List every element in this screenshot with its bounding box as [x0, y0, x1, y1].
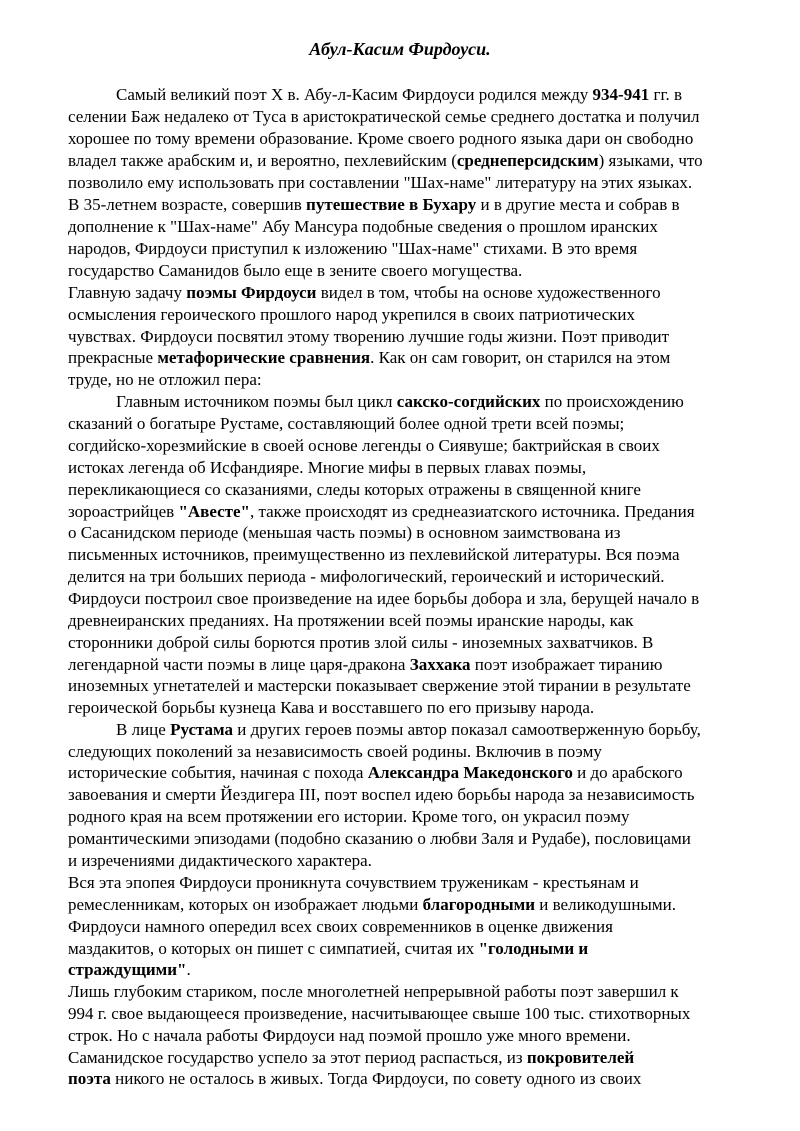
- text-line: [68, 1025, 768, 1047]
- text-line: [68, 501, 768, 523]
- text-line: [68, 610, 768, 632]
- text-line: [68, 172, 768, 194]
- text-line: [68, 1068, 768, 1090]
- bold-text: покровителей: [526, 1048, 635, 1067]
- bold-text: Александра Македонского: [367, 763, 573, 782]
- text-line: [68, 697, 768, 719]
- text-line: [68, 238, 768, 260]
- text-line: [116, 84, 768, 106]
- text-line: [68, 741, 768, 763]
- text-run: Лишь глубоким стариком, после многолетней непрерывной работы поэт завершил к: [68, 982, 679, 1001]
- text-run: и других героев поэмы автор показал самоотверженную борьбу,: [233, 720, 701, 739]
- text-line: [68, 216, 768, 238]
- text-line: [68, 828, 768, 850]
- text-line: [68, 413, 768, 435]
- text-run: В лице: [116, 720, 171, 739]
- text-run: романтическими эпизодами (подобно сказанию о любви Заля и Рудабе), пословицами: [68, 829, 691, 848]
- text-run: .: [186, 960, 191, 979]
- text-run: владел также арабским и, и вероятно, пехлевийским (: [68, 151, 457, 170]
- text-run: согдийско-хорезмийские в своей основе легенды о Сиявуше; бактрийская в своих: [68, 436, 660, 455]
- text-run: родного края на всем протяжении его истории. Кроме того, он украсил поэму: [68, 807, 630, 826]
- text-line: [68, 566, 768, 588]
- text-run: и изречениями дидактического характера.: [68, 851, 372, 870]
- text-run: Вся эта эпопея Фирдоуси проникнута сочувствием труженикам - крестьянам и: [68, 873, 639, 892]
- text-line: [68, 435, 768, 457]
- text-run: осмысления героического прошлого народ укрепился в своих патриотических: [68, 305, 636, 324]
- text-run: ) языками, что: [598, 151, 703, 170]
- text-line: [68, 632, 768, 654]
- text-line: [68, 1047, 768, 1069]
- text-run: перекликающиеся со сказаниями, следы которых отражены в священной книге: [68, 480, 641, 499]
- text-line: [68, 522, 768, 544]
- text-line: [68, 369, 768, 391]
- text-line: [116, 391, 768, 413]
- text-run: труде, но не отложил пера:: [68, 370, 262, 389]
- text-run: сторонники доброй силы борются против злой силы - иноземных захватчиков. В: [68, 633, 654, 652]
- text-run: поэт изображает тиранию: [470, 655, 663, 674]
- text-line: [68, 1003, 768, 1025]
- text-run: , также происходят из среднеазиатского источника. Предания: [250, 502, 695, 521]
- text-run: следующих поколений за независимость своей родины. Включив в поэму: [68, 742, 602, 761]
- text-run: истоках легенда об Исфандияре. Многие мифы в первых главах поэмы,: [68, 458, 587, 477]
- text-line: [68, 762, 768, 784]
- text-run: 994 г. свое выдающееся произведение, насчитывающее свыше 100 тыс. стихотворных: [68, 1004, 691, 1023]
- bold-text: "Авесте": [178, 502, 250, 521]
- text-run: . Как он сам говорит, он старился на этом: [370, 348, 671, 367]
- text-run: прекрасные: [68, 348, 158, 367]
- text-run: зороастрийцев: [68, 502, 179, 521]
- text-line: [68, 675, 768, 697]
- text-line: [68, 784, 768, 806]
- text-run: маздакитов, о которых он пишет с симпатией, считая их: [68, 939, 479, 958]
- text-line: [68, 128, 768, 150]
- document-title: Абул-Касим Фирдоуси.: [309, 39, 491, 59]
- text-run: Главную задачу: [68, 283, 187, 302]
- text-line: [68, 916, 768, 938]
- text-run: завоевания и смерти Йездигера III, поэт воспел идею борьбы народа за независимость: [68, 785, 695, 804]
- text-line: [68, 981, 768, 1003]
- text-line: [68, 872, 768, 894]
- text-line: [68, 894, 768, 916]
- text-run: делится на три больших периода - мифологический, героический и исторический.: [68, 567, 665, 586]
- text-line: [68, 806, 768, 828]
- bold-text: "голодными и: [478, 939, 589, 958]
- text-run: государство Саманидов было еще в зените своего могущества.: [68, 261, 523, 280]
- text-run: хорошее по тому времени образование. Кроме своего родного языка дари он свободно: [68, 129, 694, 148]
- text-run: В 35-летнем возрасте, совершив: [68, 195, 307, 214]
- text-run: по происхождению: [540, 392, 684, 411]
- text-run: Фирдоуси построил свое произведение на идее борьбы добора и зла, берущей начало в: [68, 589, 700, 608]
- text-run: никого не осталось в живых. Тогда Фирдоуси, по совету одного из своих: [110, 1069, 642, 1088]
- text-run: Фирдоуси намного опередил всех своих современников в оценке движения: [68, 917, 613, 936]
- bold-text: страждущими": [68, 960, 187, 979]
- text-run: исторические события, начиная с похода: [68, 763, 368, 782]
- text-run: гг. в: [649, 85, 683, 104]
- bold-text: сакско-согдийских: [396, 392, 541, 411]
- text-run: позволило ему использовать при составлении "Шах-наме" литературу на этих языках.: [68, 173, 693, 192]
- text-run: Самый великий поэт X в. Абу-л-Касим Фирдоуси родился между: [116, 85, 593, 104]
- bold-text: поэта: [68, 1069, 111, 1088]
- text-run: письменных источников, преимущественно из пехлевийской литературы. Вся поэма: [68, 545, 680, 564]
- text-run: Саманидское государство успело за этот период распасться, из: [68, 1048, 527, 1067]
- text-line: [68, 850, 768, 872]
- text-run: ремесленникам, которых он изображает людьми: [68, 895, 423, 914]
- text-line: [68, 457, 768, 479]
- bold-text: 934-941: [592, 85, 650, 104]
- text-line: [68, 654, 768, 676]
- text-run: и в другие места и собрав в: [476, 195, 680, 214]
- text-line: [68, 326, 768, 348]
- text-run: селении Баж недалеко от Туса в аристократической семье среднего достатка и получил: [68, 107, 700, 126]
- text-run: сказаний о богатыре Рустаме, составляющий более одной трети всей поэмы;: [68, 414, 625, 433]
- text-line: [68, 150, 768, 172]
- bold-text: поэмы Фирдоуси: [186, 283, 317, 302]
- bold-text: Рустама: [170, 720, 234, 739]
- text-line: [68, 479, 768, 501]
- text-run: чувствах. Фирдоуси посвятил этому творению лучшие годы жизни. Поэт приводит: [68, 327, 670, 346]
- bold-text: метафорические сравнения: [157, 348, 371, 367]
- text-line: [68, 282, 768, 304]
- text-line: [68, 544, 768, 566]
- text-run: легендарной части поэмы в лице царя-дракона: [68, 655, 410, 674]
- text-line: [68, 588, 768, 610]
- text-line: [68, 347, 768, 369]
- text-run: древнеиранских преданиях. На протяжении всей поэмы иранские народы, как: [68, 611, 634, 630]
- text-run: видел в том, чтобы на основе художественного: [316, 283, 661, 302]
- text-run: народов, Фирдоуси приступил к изложению "Шах-наме" стихами. В это время: [68, 239, 638, 258]
- bold-text: среднеперсидским: [456, 151, 599, 170]
- text-run: строк. Но с начала работы Фирдоуси над поэмой прошло уже много времени.: [68, 1026, 631, 1045]
- text-run: Главным источником поэмы был цикл: [116, 392, 397, 411]
- text-line: [68, 194, 768, 216]
- text-line: [68, 938, 768, 960]
- text-run: и великодушными.: [535, 895, 676, 914]
- text-run: дополнение к "Шах-наме" Абу Мансура подобные сведения о прошлом иранских: [68, 217, 658, 236]
- text-run: и до арабского: [572, 763, 683, 782]
- text-line: [68, 959, 768, 981]
- text-line: [68, 304, 768, 326]
- text-line: [116, 719, 768, 741]
- bold-text: благородными: [422, 895, 536, 914]
- text-run: иноземных угнетателей и мастерски показывает свержение этой тирании в результате: [68, 676, 691, 695]
- text-run: героической борьбы кузнеца Кава и восставшего по его призыву народа.: [68, 698, 595, 717]
- text-line: [68, 106, 768, 128]
- bold-text: Заххака: [409, 655, 471, 674]
- text-run: о Сасанидском периоде (меньшая часть поэмы) в основном заимствована из: [68, 523, 621, 542]
- bold-text: путешествие в Бухару: [306, 195, 477, 214]
- text-line: [68, 260, 768, 282]
